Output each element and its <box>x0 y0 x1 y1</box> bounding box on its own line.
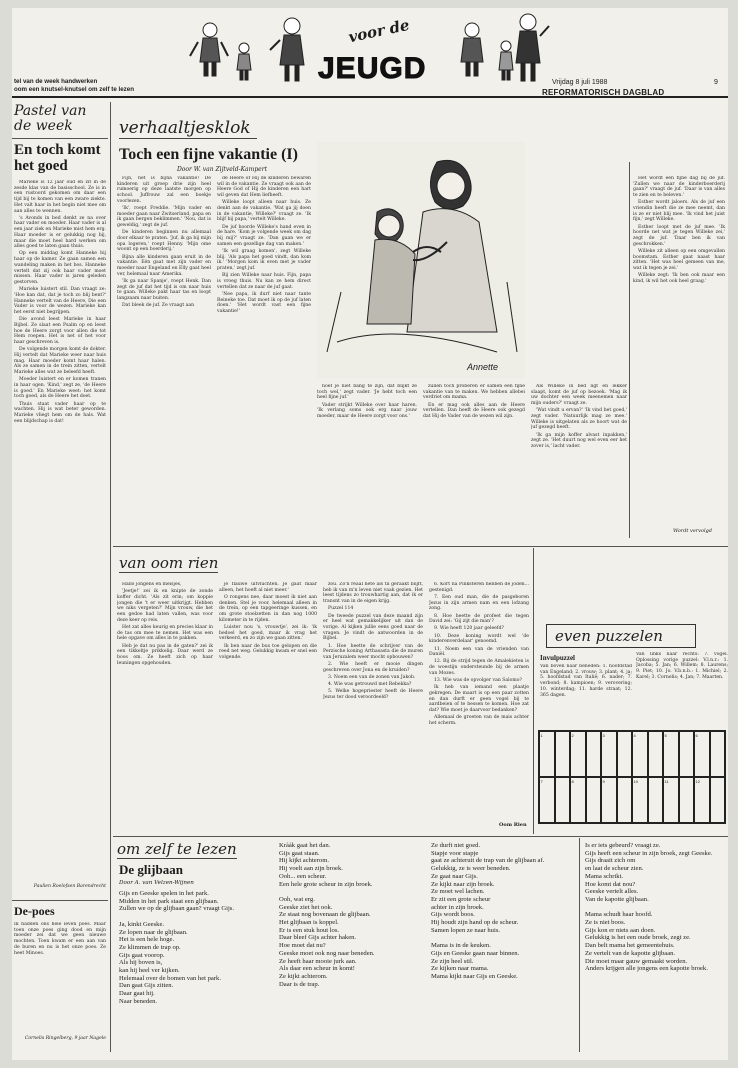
masthead-left-line1: tel van de week handwerken <box>14 78 98 85</box>
story-author: Door W. van Zijtveld-Kampert <box>177 166 267 173</box>
logo <box>308 14 444 98</box>
poem-title: De glijbaan <box>119 862 183 877</box>
paragraph: Hallo jongens en meisjes, <box>122 582 182 587</box>
paragraph: Willeke zit alleen op een omgevallen boomstam. Esther gaat naast haar zitten. 'Het was heel gemeen van me, wat ik tegen je zei.' <box>633 248 725 272</box>
child-figure-4 <box>461 23 483 76</box>
grid-cell <box>710 777 726 823</box>
illustration-signature: Annette <box>467 362 499 372</box>
poem-author: Door A. van Velzen-Wijnen <box>119 880 194 886</box>
uncle-rien-column-2 <box>219 582 317 830</box>
paragraph: Marieke luistert stil. Dan vraagt ze: 'Hoe kan dat, dat je toch zo blij bent?' Hanneke vertelt van de Heere, Die een Vader is voor de wezen. Marieke kan het eerst niet begrijpen. <box>14 287 106 315</box>
grid-cell: 6 <box>694 731 710 777</box>
uncle-rien-section <box>113 548 533 834</box>
paragraph: Willeke zegt: 'Ik ben ook maar een kind, ik wil het ook heel graag.' <box>633 273 725 284</box>
poem-column-2: Krààk gaat het dan. Gijs gaat staan. Hij kijkt achterom. Hij voelt aan zijn broek. Ooh... een scheur. Een hele grote scheur in zijn broek. Ooh, wat erg. Geeske ziet het ook. Ze staat nog bovenaan de glijbaan. Het glijbaan is koppel. Er is een stuk hout los. Daar bleef Gijs achter haken. Hoe moet dat nu? Geeske moet ook nog naar beneden. Ze heeft haar mooie jurk aan. Als daar een scheur in komt! Ze kijkt achterom. Daar is de trap. <box>279 842 375 988</box>
story-section-head: verhaaltjesklok <box>119 118 257 139</box>
grid-cell: 12 <box>694 777 710 823</box>
paragraph: 4. Wie was getrouwd met Rebekka? <box>328 682 412 688</box>
story-title: Toch een fijne vakantie (I) <box>119 146 298 163</box>
paragraph: 9. Wie heeft 120 jaar geleefd? <box>434 626 504 632</box>
paragraph: 6. Kort na Pinksteren hebben de joden... gestenigd. <box>429 582 529 593</box>
puzzle-head: even puzzelen <box>555 627 663 645</box>
paragraph: De volgende morgen komt de dokter. Hij vertelt dat Marieke weer naar huis mag. Haar moeder komt haar halen. Als ze samen in de trein zitten, vertelt Marieke alles wat ze beleefd heeft. <box>14 347 106 375</box>
paragraph: 'Jeetje!' zei ik en knipte de zonde koffer dicht. 'Als zit erin; om koppie jongen die 't er weer uitkrijgt. Hebben we niks vergeten?' Mijn vrouw, die het een gedoe had laten vallen, was voor deze keer op reis. <box>117 589 213 623</box>
grid-cell <box>555 777 571 823</box>
story-column-6 <box>633 176 725 526</box>
uncle-rien-column-3 <box>323 582 423 830</box>
mother-child-illustration <box>317 142 525 378</box>
paragraph: En er mag ook alles aan de Heere vertellen. Dan heeft de Heere ook gezegd dat Hij de Vader van de wezen wil zijn. <box>423 402 525 420</box>
paragraph: 2. Wie heeft er mooie dingen geschreven over Jona en de kruiden? <box>323 662 423 673</box>
paragraph: 7. Een oud man, die de pasgeboren Jezus in zijn armen nam en een lofzang zong. <box>429 594 529 612</box>
grid-cell: 10 <box>632 777 648 823</box>
paragraph: Marieke is 12 jaar oud en zit in de zesde klas van de basisschool. Ze is in een rustoord gekomen om daar een tijd bij te komen van een zware ziekte. Het valt haar in het begin niet mee om aan alles te wennen. <box>14 180 106 214</box>
paragraph: zou. Zo'n reaal hete als til geraakt blijft, heb ik van m'n leven niet vaak gezien. Het leest tijdens zo trouwhartig aan, dat ik er transnt van in de eigen krijg. <box>323 582 423 605</box>
paragraph: Op een middag komt Hanneke bij haar op de kamer. Ze gaan samen een wandeling maken in het bos. Hanneke vertelt dat zij ook haar vader moet missen. Haar vader is jaren geleden gestorven. <box>14 251 106 285</box>
grid-cell: 3 <box>601 731 617 777</box>
paragraph: Ik ben naar de bus toe gelopen en die reed net weg. Gelukkig kwam er snel een volgende. <box>219 643 317 660</box>
paragraph: De kinderen beginnen nu allemaal door elkaar te praten. 'Juf, ik ga bij mijn opa logeren,' roept Henny. 'Mijn ome woont op een boerderij.' <box>117 230 211 253</box>
grid-cell: 4 <box>632 731 648 777</box>
paragraph: Het wordt een fijne dag bij de juf. 'Zullen we naar de kinderboerderij gaan?' vraagt de juf. 'Daar is van alles te zien en te beleven.' <box>633 176 725 199</box>
paragraph: hoef je niet bang te zijn, dat blijkt ze toch wel,' zegt vader. 'Je hebt toch een heel fijne juf.' <box>317 384 417 401</box>
left-article-credit: Paulien Roelofsen Barendrecht <box>33 884 106 889</box>
newspaper-name: REFORMATORISCH DAGBLAD <box>542 88 665 97</box>
grid-cell: 8 <box>570 777 586 823</box>
paragraph: 's Avonds in bed denkt ze na over haar vader en moeder. Haar vader is al een jaar ziek en Marieke mist hem erg. Haar moeder is er gelukkig nog bij, maar die moet heel hard werken om alles goed te laten gaan thuis. <box>14 215 106 250</box>
paragraph: Ik heb van iemand een plaatje gekregen. De maart is op een paar zotten en dan durft er geen vogel bij te aardbeien of te bessen te komen. Hoe zat dat? Wie moet je daarvoor bedanken? <box>429 685 529 714</box>
paragraph: Allemaal de groeten van de mais achter het scherm. <box>429 715 529 726</box>
puzzle-head-box <box>546 624 696 648</box>
grid-cell: 9 <box>601 777 617 823</box>
puzzle-section <box>536 548 728 834</box>
crossword-grid <box>538 730 726 824</box>
grid-cell <box>617 731 633 777</box>
masthead <box>12 8 728 102</box>
paragraph: Puzzel 114 <box>328 606 354 612</box>
puzzle-clues-2: Van links naar rechts: 7. vogel. Oplossing vorige puzzel: V.l.n.r.: 1. Jacoba; 5. Jan; 6. Willem; 8. Laurens; 9. Piet; 10. Jo. V.b.n.b.: 1. Michiel; 2. Karel; 3. Cornelis; 4. Jan; 7. Maarten. <box>636 652 728 680</box>
child-figure-1 <box>190 23 228 76</box>
uncle-rien-signoff: Oom Rien <box>499 822 527 828</box>
left-sub-title: De-poes <box>14 904 55 918</box>
child-figure-2 <box>237 43 251 80</box>
paragraph: zullen toch proberen er samen een fijne vakantie van te maken. We hebben allebei verdriet om mama. <box>423 384 525 401</box>
paragraph: 11. Noem een van de vrienden van Daniël. <box>429 646 529 658</box>
paragraph: Esther wordt jaloers. Als de juf een vriendin heeft die ze mee neemt, dan is ze er niet blij mee. 'Ik vind het juist fijn,' zegt Willeke. <box>633 200 725 223</box>
paragraph: Dat bleek de juf. Ze vraagt aan <box>122 303 195 309</box>
poem-column-1: Gijs en Geeske spelen in het park. Midden in het park staat een glijbaan. Zullen we op de glijbaan gaan? vraagt Gijs. Ja, kinkt Geeske. Ze lopen naar de glijbaan. Het is een hele hoge. Ze klimmen de trap op. Gijs gaat voorop. Als hij boven is, kan hij heel ver kijken. Helemaal over de bomen van het park. Dan gaat Gijs zitten. Daar gaat hij. Naar beneden. <box>119 890 234 1005</box>
grid-cell <box>555 731 571 777</box>
grid-cell <box>617 777 633 823</box>
story-column-4 <box>423 384 525 538</box>
story-column-5 <box>531 384 627 538</box>
paragraph: Heb je dat nu pas in de gaten?' zei ik een tikkeltje prikkelig. Daar werd ze boos om. Ze heeft zich op haar leuningen opgehouden. <box>117 643 213 666</box>
paragraph: De juf hoorde Willeke's hand even in de hare. 'Kom je volgende week om dag bij mij?' vraagt ze. 'Dan gaan we er samen een gezellige dag van maken.' <box>217 224 311 247</box>
grid-cell: 7 <box>539 777 555 823</box>
left-section-head: Pastel van de week <box>14 103 87 134</box>
uncle-rien-head: van oom rien <box>119 554 219 572</box>
left-sub-body: Ik hadden ons hele leven poes. Maar toen onze poes ging dood en mijn moeder zei dat we geen nieuwe mochten. Toen kwam er een aan van de buren en nu is het onze poes. Ze heet Minoes. <box>14 922 106 956</box>
grid-cell: 1 <box>539 731 555 777</box>
paragraph: 13. Wie was de opvolger van Salomo? <box>434 678 522 684</box>
grid-cell <box>586 731 602 777</box>
paragraph: 5. Welke hogepriester heeft de Heere Jezus ter dood veroordeeld? <box>323 689 423 701</box>
poem-column-4: Is er iets gebeurd? vraagt ze. Gijs heeft een scheur in zijn broek, zegt Geeske. Gijs draait zich om en laat de scheur zien. Mama schrikt. Hoe komt dat nou? Geeske vertelt alles. Van de kapotte glijbaan. Mama schudt haar hoofd. Ze is niet boos. Gijs kon er niets aan doen. Gelukkig is het een oude broek, zegt ze. Dan belt mama het gemeentehuis. Ze vertelt van de kapotte glijbaan. Die moet maar gauw gemaakt worden. Anders krijgen alle jongens een kapotte broek. <box>585 842 713 973</box>
grid-cell <box>648 731 664 777</box>
newspaper-page <box>12 8 728 1060</box>
paragraph: Moeder luistert en er komen tranen in haar ogen. 'Kind,' zegt ze, 'de Heere is goed.' En Marieke weet: het komt toch goed, als de Heere het doet. <box>14 377 106 400</box>
paragraph: De tweede puzzel van deze maand zijn er heel wat gemakkelijker uit dan de vorige. Al kijken jullie eens goed naar de vragen. Je vindt de antwoorden in de Bijbel. <box>323 613 423 642</box>
puzzle-clues-1: Van boven naar beneden: 1. hoofdstad van Engeland; 2. vrouw; 3. plant; 4. ja; 5. hoofdstad van Italië; 6. nader; 7. verbond; 8. kampioen; 9. verovering; 10. winterdag; 11. harde straat; 12. 365 dagen. <box>540 664 632 698</box>
paragraph: 3. Noem een van de zonen van Jakob. <box>328 675 416 681</box>
paragraph: Die avond leest Marieke in haar Bijbel. Ze slaat een Psalm op en leest hoe de Heere zorgt voor allen die tot Hem roepen. Het is net of het voor haar geschreven is. <box>14 317 106 345</box>
child-figure-6 <box>516 14 549 81</box>
story-column-2 <box>217 176 311 538</box>
uncle-rien-column-4 <box>429 582 529 820</box>
logo-main-text: JEUGD <box>318 52 427 85</box>
paragraph: Luister nou 's, vrouwtje', zei ik: 'ik bedoel het goed, maar ik vrag het verkeerd, en zo zijn we gaan zitten.' <box>219 624 317 642</box>
paragraph: 12. Bij de strijd tegen de Amalekieten is de woestijn ondersteunde bij de armen van Mozes. <box>429 659 529 676</box>
reading-section <box>113 838 728 1052</box>
paragraph: Als Willeke in bed ligt en lekker slaapt, komt de juf op bezoek. 'Mag ik uw dochter een week meenemen naar mijn ouders?' vraagt ze. <box>531 384 627 407</box>
left-article-body <box>14 180 106 878</box>
paragraph: Bijna alle kinderen gaan eruit in de vakantie. Eén gaat met zijn vader en moeder naar Engeland en Elly gaat heel ver, helemaal naar Amerika. <box>117 254 211 277</box>
grid-cell <box>679 731 695 777</box>
grid-cell: 11 <box>663 777 679 823</box>
grid-cell: 5 <box>663 731 679 777</box>
paragraph: Vader strijkt Willeke over haar haren. 'Ik verlang soms ook erg naar jouw moeder, maar de Heere zorgt voor ons.' <box>317 402 417 420</box>
paragraph: 'Ik ga mijn koffer alvast inpakken,' zegt ze. 'Het duurt nog wel even eer het zover is,' lacht vader. <box>531 432 627 450</box>
paragraph: O rongens nee, daar moest ik niet aan denken. Stel je voor, helemaal alleen in de trein, op een tapgeeringe kussen, en om grote stoelzetten in dan nog 1000 kilometer in te rijden. <box>219 594 317 623</box>
story-column-1 <box>117 176 211 538</box>
child-figure-5 <box>499 41 513 80</box>
paragraph: 'Ik', roept Freddie. 'Mijn vader en moeder gaan naar Zwitserland, papa en ik gaan bergen beklimmen.' 'Nou, dat is geweldig,' zegt de juf. <box>117 206 211 229</box>
left-column <box>12 102 108 1052</box>
logo-top-text: voor de <box>346 15 412 47</box>
paragraph: 10. Deze koning wordt wel 'de kinderenverdelaar' genoemd. <box>429 633 529 645</box>
paragraph: 1. Hoe heette de schrijver van de Perzische koning Arthasasta die de muren van Jeruzalem weer mocht opbouwen? <box>323 643 423 660</box>
paragraph: de Heere of Hij de kinderen bewaren wil in de vakantie. Ze vraagt ook aan de Heere God of Hij de kinderen een hart wil geven dat Hem liefheeft. <box>217 176 311 199</box>
paragraph: Esther loopt met de juf mee. 'Ik hoorde net wat je tegen Willeke zei,' zegt de juf. 'Daar ben ik van geschrokken.' <box>633 224 725 247</box>
paragraph: Fijn, het is bijna vakantie! De kinderen uit groep drie zijn heel rumoerig op deze laatste morgen op school. Juffrouw zal een boekje voorlezen. <box>117 176 211 204</box>
story-continued: Wordt vervolgd <box>673 528 713 534</box>
issue-date: Vrijdag 8 juli 1988 <box>552 79 608 86</box>
paragraph: 8. Hoe heette de profeet die tegen David zei: 'Gij zijt die man'? <box>429 613 529 625</box>
reading-head: om zelf te lezen <box>117 840 237 858</box>
story-section <box>113 102 728 544</box>
grid-cell <box>648 777 664 823</box>
left-sub-credit: Cornelis Ringelberg, 9 jaar Nagele <box>24 1036 106 1041</box>
puzzle-title: Invulpuzzel <box>540 654 576 662</box>
paragraph: je flauwe uitvluchten. Je gaat maar alleen, het hoeft al niet meer.' <box>219 582 317 593</box>
child-figure-3 <box>270 18 304 81</box>
paragraph: Thuis staat vader haar op te wachten. Hij is wat beter geworden. Marieke vliegt hem om de hals. Wat een blijdschap is dat! <box>14 401 106 424</box>
masthead-left-line2: oom een knutsel-knutsel om zelf te lezen <box>14 86 134 93</box>
paragraph: 'Nee papa, ik durf niet naar tante Reineke toe. Dat moet ik op de juf laten doen.' 'Het wordt vast een fijne vakantie!' <box>217 291 311 314</box>
grid-cell: 2 <box>570 731 586 777</box>
grid-cell <box>710 731 726 777</box>
story-column-3 <box>317 384 417 538</box>
paragraph: Bij zien Willeke naar huis. Fijn, papa is vroeg thuis. Nu kan ze hem direct vertellen dat ze naar de juf gaat. <box>217 273 311 290</box>
paragraph: 'Ik ga naar Spanje', roept Henk. Dan zegt de juf dat het tijd is om naar huis te gaan. Willeke pakt haar tas en loopt langzaam naar buiten. <box>117 278 211 302</box>
paragraph: 'Wat vindt u ervan?' 'Ik vind het goed,' zegt vader. 'Natuurlijk mag ze mee.' Willeke is uitgelaten als ze hoort wat de juf gezegd heeft. <box>531 408 627 431</box>
paragraph: Het zat alles keurig en precies klaar in de tas om mee te nemen. Het was een hele opgave om alles in te pakken. <box>117 624 213 642</box>
poem-column-3: Ze durft niet goed. Stapje voor stapje gaat ze achteruit de trap van de glijbaan af. Gelukkig, ze is weer beneden. Ze gaat naar Gijs. Ze kijkt naar zijn broek. Ze moet wel lachen. Er zit een grote scheur achter in zijn broek. Gijs wordt boos. Hij houdt zijn hand op de scheur. Samen lopen ze naar huis. Mama is in de keuken. Gijs en Geeske gaan naar binnen. Ze zijn heel stil. Ze kijken naar mama. Mama kijkt naar Gijs en Geeske. <box>431 842 545 980</box>
uncle-rien-column-1 <box>117 582 213 830</box>
grid-cell <box>679 777 695 823</box>
left-article-title: En toch komt het goed <box>14 142 101 174</box>
grid-cell <box>586 777 602 823</box>
page-number: 9 <box>714 79 718 86</box>
paragraph: 'Ik wil graag komen', zegt Willeke blij. 'Als papa het goed vindt, dan kom ik.' 'Morgen kom ik even met je vader praten,' zegt juf. <box>217 248 311 272</box>
paragraph: Willeke loopt alleen naar huis. Ze denkt aan de vakantie. 'Wat ga jij doen in de vakantie, Willeke?' vraagt ze. 'Ik blijf bij papa,' vertelt Willeke. <box>217 200 311 223</box>
